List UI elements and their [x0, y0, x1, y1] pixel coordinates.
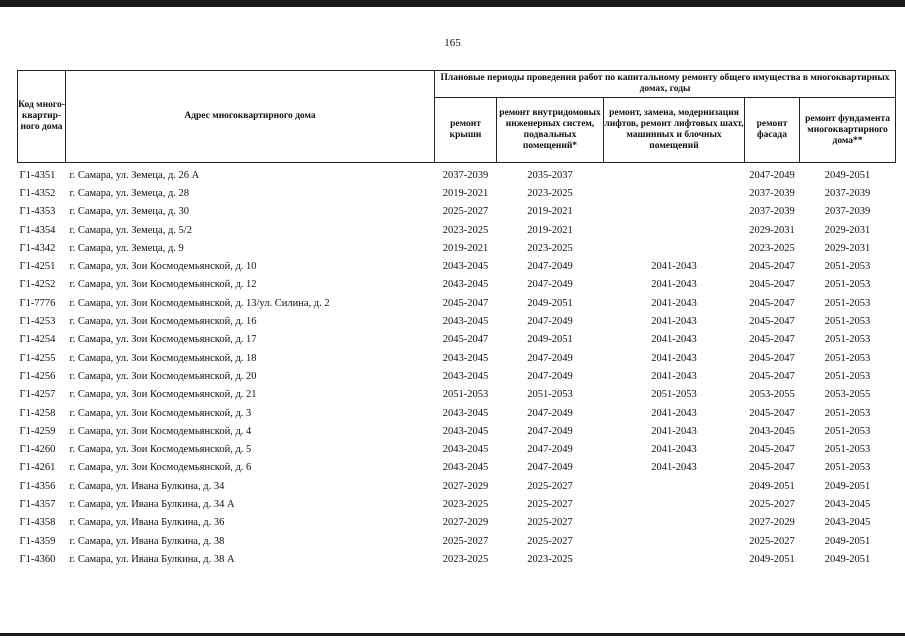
cell-elevators: 2041-2043	[651, 352, 697, 364]
cell-foundation: 2049-2051	[824, 169, 871, 181]
cell-elevators	[604, 203, 745, 221]
cell-code: Г1-4354	[19, 224, 56, 236]
cell-facade: 2053-2055	[749, 389, 795, 401]
header-elevators: ремонт, замена, модернизация лифтов, ремонт лифтовых шахт, машинных и блочных помещений	[604, 98, 745, 163]
cell-foundation: 2051-2053	[824, 370, 871, 382]
cell-address: г. Самара, ул. Зои Космодемьянской, д. 13/ул. Силина, д. 2	[69, 297, 330, 309]
cell-foundation: 2043-2045	[824, 498, 871, 510]
cell-elevators: 2041-2043	[651, 261, 697, 273]
cell-roof: 2043-2045	[442, 462, 489, 474]
cell-roof: 2019-2021	[442, 187, 489, 199]
cell-address: г. Самара, ул. Зои Космодемьянской, д. 17	[69, 334, 257, 346]
cell-facade: 2045-2047	[749, 316, 795, 328]
cell-code: Г1-4261	[19, 462, 56, 474]
cell-foundation: 2049-2051	[824, 535, 871, 547]
top-border-rule	[0, 0, 905, 7]
cell-elevators	[604, 184, 745, 202]
cell-roof: 2027-2029	[442, 517, 489, 529]
table-body	[18, 163, 896, 569]
cell-address: г. Самара, ул. Земеца, д. 28	[69, 187, 190, 199]
cell-engineering: 2047-2049	[527, 444, 573, 456]
cell-address: г. Самара, ул. Ивана Булкина, д. 34	[69, 480, 225, 492]
cell-elevators: 2051-2053	[651, 389, 697, 401]
table-row	[18, 239, 896, 257]
cell-engineering: 2023-2025	[527, 242, 573, 254]
cell-foundation: 2051-2053	[824, 462, 871, 474]
cell-code: Г1-4252	[19, 279, 56, 291]
table-row	[18, 203, 896, 221]
header-roof: ремонт крыши	[435, 98, 497, 163]
cell-roof: 2051-2053	[442, 389, 489, 401]
cell-code: Г1-4358	[19, 517, 56, 529]
cell-address: г. Самара, ул. Зои Космодемьянской, д. 16	[69, 316, 257, 328]
header-planned-periods: Плановые периоды проведения работ по капитальному ремонту общего имущества в многоквартирных домах, годы	[435, 71, 896, 98]
cell-elevators: 2041-2043	[651, 279, 697, 291]
cell-code: Г1-4259	[19, 425, 56, 437]
cell-facade: 2045-2047	[749, 444, 795, 456]
cell-address: г. Самара, ул. Зои Космодемьянской, д. 12	[69, 279, 257, 291]
cell-foundation: 2037-2039	[824, 206, 871, 218]
table-row	[18, 422, 896, 440]
cell-elevators	[604, 163, 745, 185]
cell-facade: 2045-2047	[749, 462, 795, 474]
table-row	[18, 440, 896, 458]
cell-code: Г1-4352	[19, 187, 56, 199]
cell-address: г. Самара, ул. Зои Космодемьянской, д. 3	[69, 407, 252, 419]
cell-engineering: 2019-2021	[527, 206, 573, 218]
cell-foundation: 2051-2053	[824, 352, 871, 364]
cell-address: г. Самара, ул. Ивана Булкина, д. 38 А	[69, 553, 235, 565]
cell-roof: 2025-2027	[442, 206, 489, 218]
cell-facade: 2025-2027	[749, 535, 795, 547]
cell-facade: 2045-2047	[749, 352, 795, 364]
cell-code: Г1-4260	[19, 444, 56, 456]
cell-code: Г1-4257	[19, 389, 56, 401]
cell-facade: 2027-2029	[749, 517, 795, 529]
cell-elevators	[604, 221, 745, 239]
cell-facade: 2023-2025	[749, 242, 795, 254]
cell-facade: 2025-2027	[749, 498, 795, 510]
cell-engineering: 2049-2051	[527, 334, 573, 346]
cell-engineering: 2047-2049	[527, 425, 573, 437]
cell-engineering: 2047-2049	[527, 261, 573, 273]
cell-roof: 2019-2021	[442, 242, 489, 254]
cell-roof: 2023-2025	[442, 498, 489, 510]
cell-foundation: 2049-2051	[824, 480, 871, 492]
cell-roof: 2027-2029	[442, 480, 489, 492]
table-row	[18, 331, 896, 349]
cell-code: Г1-4351	[19, 169, 56, 181]
cell-foundation: 2051-2053	[824, 334, 871, 346]
cell-roof: 2037-2039	[442, 169, 489, 181]
cell-roof: 2043-2045	[442, 352, 489, 364]
table-row	[18, 184, 896, 202]
cell-address: г. Самара, ул. Зои Космодемьянской, д. 18	[69, 352, 257, 364]
cell-code: Г1-4258	[19, 407, 56, 419]
cell-facade: 2049-2051	[749, 553, 795, 565]
cell-roof: 2023-2025	[442, 553, 489, 565]
header-foundation: ремонт фундамента многоквартирного дома**	[800, 98, 896, 163]
cell-engineering: 2047-2049	[527, 370, 573, 382]
cell-facade: 2045-2047	[749, 297, 795, 309]
cell-engineering: 2047-2049	[527, 407, 573, 419]
cell-facade: 2029-2031	[749, 224, 795, 236]
cell-code: Г1-4254	[19, 334, 56, 346]
cell-facade: 2045-2047	[749, 407, 795, 419]
cell-address: г. Самара, ул. Земеца, д. 26 А	[69, 169, 200, 181]
table-row	[18, 459, 896, 477]
cell-address: г. Самара, ул. Земеца, д. 9	[69, 242, 184, 254]
cell-address: г. Самара, ул. Зои Космодемьянской, д. 4	[69, 425, 252, 437]
cell-elevators: 2041-2043	[651, 370, 697, 382]
cell-engineering: 2051-2053	[527, 389, 573, 401]
cell-facade: 2045-2047	[749, 370, 795, 382]
cell-facade: 2045-2047	[749, 261, 795, 273]
cell-elevators	[604, 495, 745, 513]
cell-foundation: 2051-2053	[824, 261, 871, 273]
cell-roof: 2043-2045	[442, 425, 489, 437]
cell-code: Г1-4253	[19, 316, 56, 328]
header-address: Адрес многоквартирного дома	[66, 71, 435, 163]
page-number: 165	[444, 37, 461, 49]
table-row	[18, 294, 896, 312]
cell-foundation: 2043-2045	[824, 517, 871, 529]
header-facade: ремонт фасада	[745, 98, 800, 163]
cell-facade: 2047-2049	[749, 169, 795, 181]
cell-code: Г1-7776	[19, 297, 56, 309]
cell-code: Г1-4359	[19, 535, 56, 547]
cell-address: г. Самара, ул. Зои Космодемьянской, д. 6	[69, 462, 252, 474]
table-row	[18, 477, 896, 495]
table-row	[18, 257, 896, 275]
cell-address: г. Самара, ул. Зои Космодемьянской, д. 20	[69, 370, 257, 382]
table-row	[18, 550, 896, 568]
cell-engineering: 2025-2027	[527, 480, 573, 492]
cell-address: г. Самара, ул. Ивана Булкина, д. 34 А	[69, 498, 235, 510]
cell-engineering: 2019-2021	[527, 224, 573, 236]
cell-roof: 2043-2045	[442, 407, 489, 419]
header-engineering: ремонт внутридомовых инженерных систем, подвальных помещений*	[497, 98, 604, 163]
cell-elevators: 2041-2043	[651, 444, 697, 456]
cell-engineering: 2049-2051	[527, 297, 573, 309]
cell-elevators: 2041-2043	[651, 462, 697, 474]
table-row	[18, 312, 896, 330]
cell-engineering: 2035-2037	[527, 169, 573, 181]
bottom-border-rule	[0, 633, 905, 636]
cell-foundation: 2037-2039	[824, 187, 871, 199]
cell-roof: 2045-2047	[442, 297, 489, 309]
cell-elevators: 2041-2043	[651, 297, 697, 309]
cell-foundation: 2051-2053	[824, 444, 871, 456]
cell-elevators: 2041-2043	[651, 334, 697, 346]
cell-code: Г1-4353	[19, 206, 56, 218]
cell-foundation: 2051-2053	[824, 425, 871, 437]
table-row	[18, 514, 896, 532]
cell-elevators	[604, 239, 745, 257]
table-row	[18, 221, 896, 239]
cell-engineering: 2047-2049	[527, 279, 573, 291]
cell-roof: 2043-2045	[442, 370, 489, 382]
cell-address: г. Самара, ул. Зои Космодемьянской, д. 21	[69, 389, 257, 401]
cell-facade: 2045-2047	[749, 334, 795, 346]
table-row	[18, 367, 896, 385]
cell-foundation: 2049-2051	[824, 553, 871, 565]
cell-address: г. Самара, ул. Ивана Булкина, д. 36	[69, 517, 225, 529]
cell-code: Г1-4251	[19, 261, 56, 273]
header-code: Код много-квартир-ного дома	[18, 71, 66, 163]
cell-elevators	[604, 532, 745, 550]
capital-repair-table	[17, 70, 896, 569]
cell-facade: 2043-2045	[749, 425, 795, 437]
cell-roof: 2023-2025	[442, 224, 489, 236]
cell-facade: 2049-2051	[749, 480, 795, 492]
cell-code: Г1-4256	[19, 370, 56, 382]
cell-address: г. Самара, ул. Зои Космодемьянской, д. 10	[69, 261, 257, 273]
cell-address: г. Самара, ул. Ивана Булкина, д. 38	[69, 535, 225, 547]
cell-facade: 2037-2039	[749, 187, 795, 199]
cell-address: г. Самара, ул. Земеца, д. 30	[69, 206, 190, 218]
cell-address: г. Самара, ул. Земеца, д. 5/2	[69, 224, 192, 236]
cell-elevators	[604, 514, 745, 532]
table-row	[18, 386, 896, 404]
cell-code: Г1-4342	[19, 242, 56, 254]
cell-foundation: 2029-2031	[824, 242, 871, 254]
cell-foundation: 2051-2053	[824, 407, 871, 419]
cell-engineering: 2025-2027	[527, 517, 573, 529]
cell-facade: 2045-2047	[749, 279, 795, 291]
cell-address: г. Самара, ул. Зои Космодемьянской, д. 5	[69, 444, 252, 456]
table-row	[18, 532, 896, 550]
cell-engineering: 2047-2049	[527, 352, 573, 364]
cell-foundation: 2051-2053	[824, 279, 871, 291]
cell-facade: 2037-2039	[749, 206, 795, 218]
cell-code: Г1-4255	[19, 352, 56, 364]
cell-engineering: 2023-2025	[527, 553, 573, 565]
cell-engineering: 2025-2027	[527, 535, 573, 547]
cell-elevators: 2041-2043	[651, 425, 697, 437]
table-row	[18, 495, 896, 513]
cell-elevators: 2041-2043	[651, 407, 697, 419]
cell-elevators	[604, 550, 745, 568]
cell-elevators: 2041-2043	[651, 316, 697, 328]
cell-foundation: 2051-2053	[824, 297, 871, 309]
cell-foundation: 2053-2055	[824, 389, 871, 401]
cell-code: Г1-4360	[19, 553, 56, 565]
cell-code: Г1-4356	[19, 480, 56, 492]
table-row	[18, 349, 896, 367]
cell-engineering: 2047-2049	[527, 316, 573, 328]
cell-foundation: 2029-2031	[824, 224, 871, 236]
table-row	[18, 276, 896, 294]
cell-code: Г1-4357	[19, 498, 56, 510]
cell-roof: 2043-2045	[442, 279, 489, 291]
cell-roof: 2025-2027	[442, 535, 489, 547]
cell-roof: 2043-2045	[442, 261, 489, 273]
cell-roof: 2043-2045	[442, 316, 489, 328]
table-row	[18, 163, 896, 185]
cell-engineering: 2023-2025	[527, 187, 573, 199]
cell-engineering: 2025-2027	[527, 498, 573, 510]
cell-roof: 2045-2047	[442, 334, 489, 346]
table-row	[18, 404, 896, 422]
cell-roof: 2043-2045	[442, 444, 489, 456]
cell-elevators	[604, 477, 745, 495]
cell-engineering: 2047-2049	[527, 462, 573, 474]
cell-foundation: 2051-2053	[824, 316, 871, 328]
